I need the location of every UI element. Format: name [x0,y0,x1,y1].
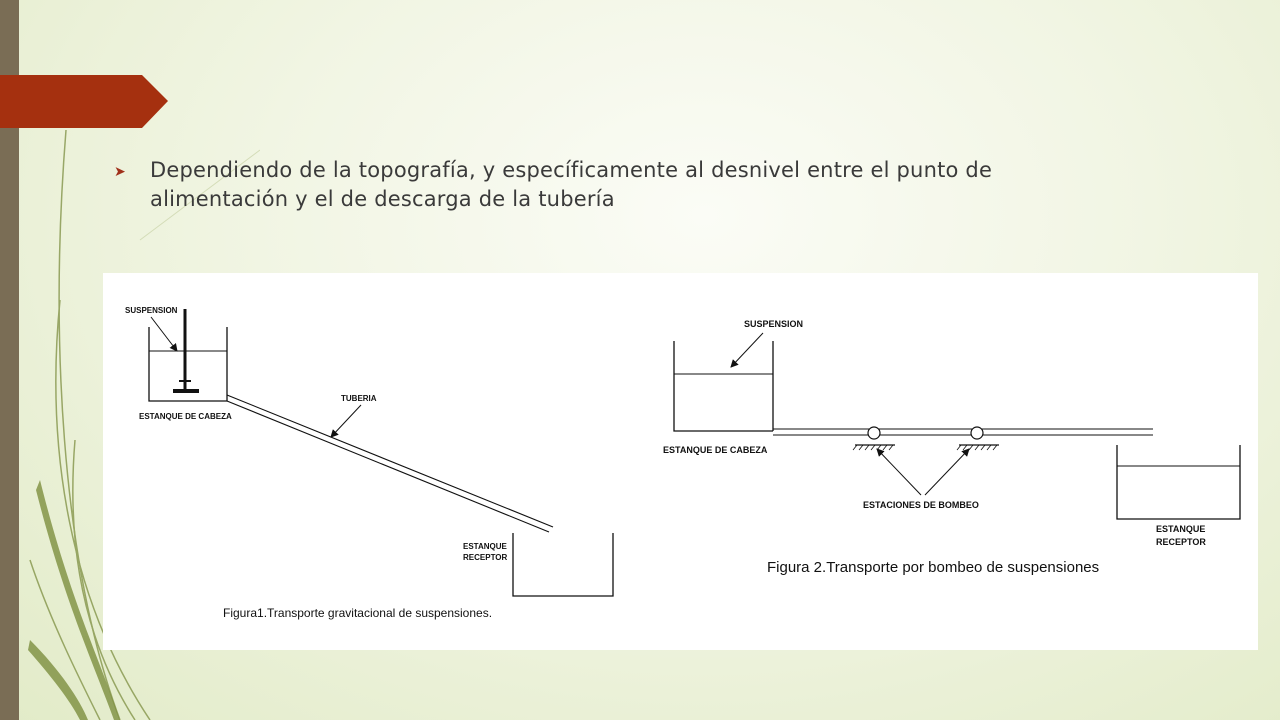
fig1-receiver-label-1: ESTANQUE [463,542,507,551]
title-accent-tab [0,75,168,128]
fig1-caption: Figura1.Transporte gravitacional de suspensiones. [223,606,493,620]
fig2-receiver-tank [1117,445,1240,519]
fig1-pipe-bottom [227,401,549,532]
fig2-receiver-label-1: ESTANQUE [1156,524,1206,534]
fig1-pipe-top [227,395,553,527]
fig1-receiver-label-2: RECEPTOR [463,553,508,562]
figure-panel [103,273,1258,650]
fig1-suspension-label: SUSPENSION [125,306,178,315]
fig1-head-tank-label: ESTANQUE DE CABEZA [139,412,232,421]
arrow-bullet-icon: ➤ [114,164,126,180]
fig2-caption: Figura 2.Transporte por bombeo de suspensiones [767,559,1100,576]
bullet-text: Dependiendo de la topografía, y específicamente al desnivel entre el punto de alimentación y el de descarga de la tubería [150,158,993,211]
fig1-pipe-label: TUBERIA [341,394,377,403]
fig2-suspension-label: SUSPENSION [744,319,804,329]
fig2-pump-station-1 [853,427,895,450]
fig2-head-tank-label: ESTANQUE DE CABEZA [663,445,768,455]
fig2-head-tank [674,341,773,431]
figures-svg [103,273,1258,650]
figure1 [125,306,613,620]
fig1-receiver-tank [513,533,613,596]
fig2-receiver-label-2: RECEPTOR [1156,537,1206,547]
figure2 [663,319,1240,576]
fig2-pump-station-2 [957,427,999,450]
fig2-pump-stations-label: ESTACIONES DE BOMBEO [863,500,979,510]
